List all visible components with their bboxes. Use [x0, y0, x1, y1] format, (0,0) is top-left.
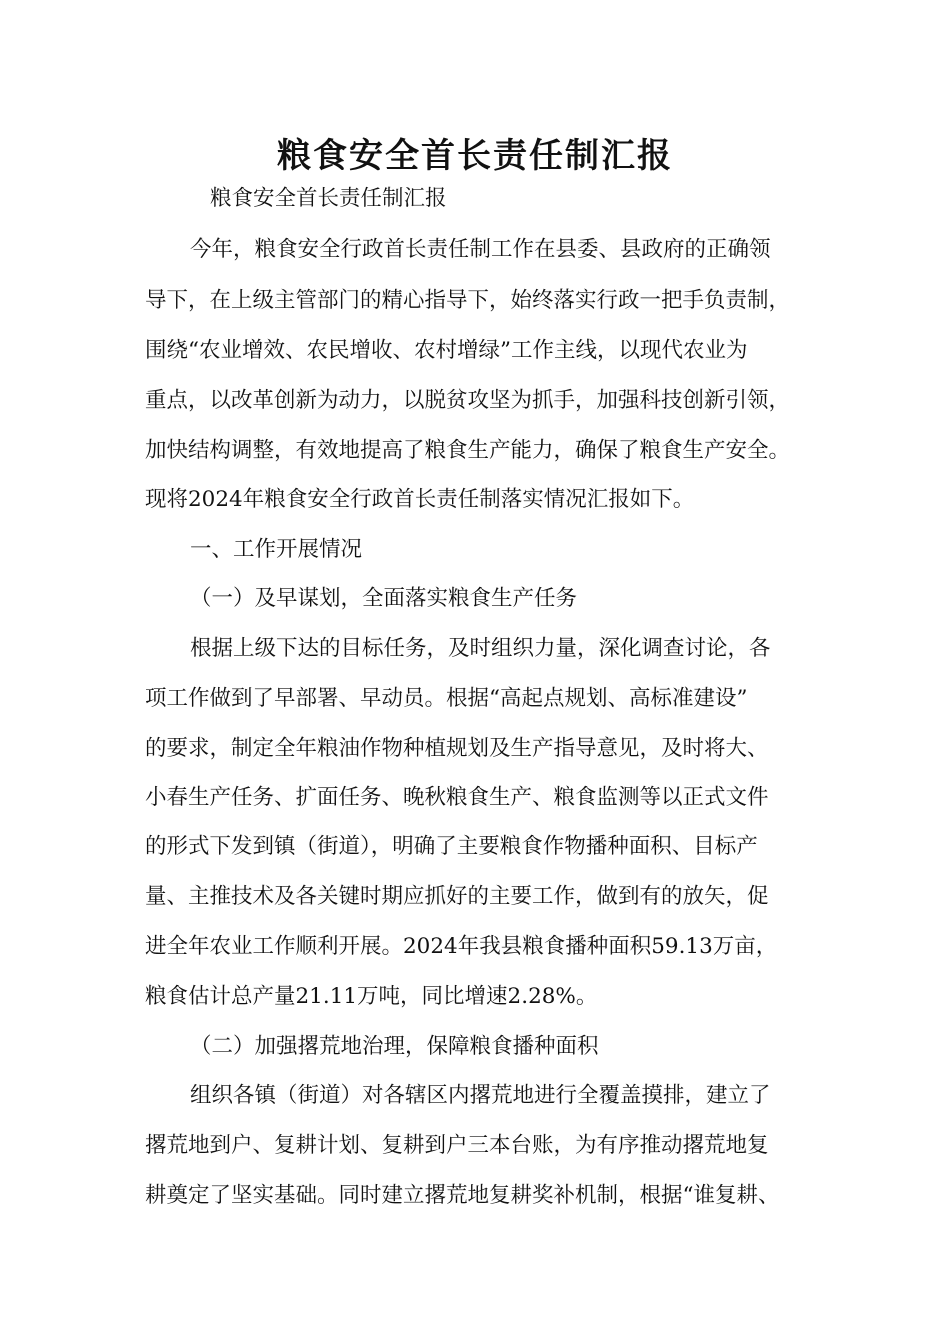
paragraph-line: 小春生产任务、扩面任务、晚秋粮食生产、粮食监测等以正式文件 — [145, 785, 769, 810]
paragraph-line: 重点，以改革创新为动力，以脱贫攻坚为抓手，加强科技创新引领， — [145, 388, 791, 413]
paragraph-line: 组织各镇（街道）对各辖区内撂荒地进行全覆盖摸排，建立了 — [190, 1083, 771, 1108]
subsection-heading: （一）及早谋划，全面落实粮食生产任务 — [190, 586, 578, 611]
paragraph-line: 耕奠定了坚实基础。同时建立撂荒地复耕奖补机制，根据“谁复耕、 — [145, 1183, 780, 1208]
paragraph-line: 导下，在上级主管部门的精心指导下，始终落实行政一把手负责制， — [145, 288, 791, 313]
paragraph-line: 今年，粮食安全行政首长责任制工作在县委、县政府的正确领 — [190, 237, 771, 262]
subsection-heading: （二）加强撂荒地治理，保障粮食播种面积 — [190, 1034, 599, 1059]
section-heading: 一、工作开展情况 — [190, 537, 363, 562]
paragraph-line: 加快结构调整，有效地提高了粮食生产能力，确保了粮食生产安全。 — [145, 438, 791, 463]
paragraph-line: 围绕“农业增效、农民增收、农村增绿”工作主线，以现代农业为 — [145, 338, 748, 363]
paragraph-line: 的形式下发到镇（街道），明确了主要粮食作物播种面积、目标产 — [145, 834, 758, 859]
paragraph-line: 现将2024年粮食安全行政首长责任制落实情况汇报如下。 — [145, 487, 695, 512]
paragraph-line: 量、主推技术及各关键时期应抓好的主要工作，做到有的放矢，促 — [145, 884, 769, 909]
paragraph-line: 的要求，制定全年粮油作物种植规划及生产指导意见，及时将大、 — [145, 736, 769, 761]
paragraph-line: 粮食估计总产量21.11万吨，同比增速2.28%。 — [145, 984, 598, 1009]
paragraph-line: 项工作做到了早部署、早动员。根据“高起点规划、高标准建设” — [145, 686, 748, 711]
paragraph-line: 撂荒地到户、复耕计划、复耕到户三本台账，为有序推动撂荒地复 — [145, 1133, 769, 1158]
document-subtitle: 粮食安全首长责任制汇报 — [210, 186, 447, 211]
paragraph-line: 根据上级下达的目标任务，及时组织力量，深化调查讨论，各 — [190, 636, 771, 661]
document-title: 粮食安全首长责任制汇报 — [277, 136, 673, 176]
paragraph-line: 进全年农业工作顺利开展。2024年我县粮食播种面积59.13万亩， — [145, 934, 778, 959]
